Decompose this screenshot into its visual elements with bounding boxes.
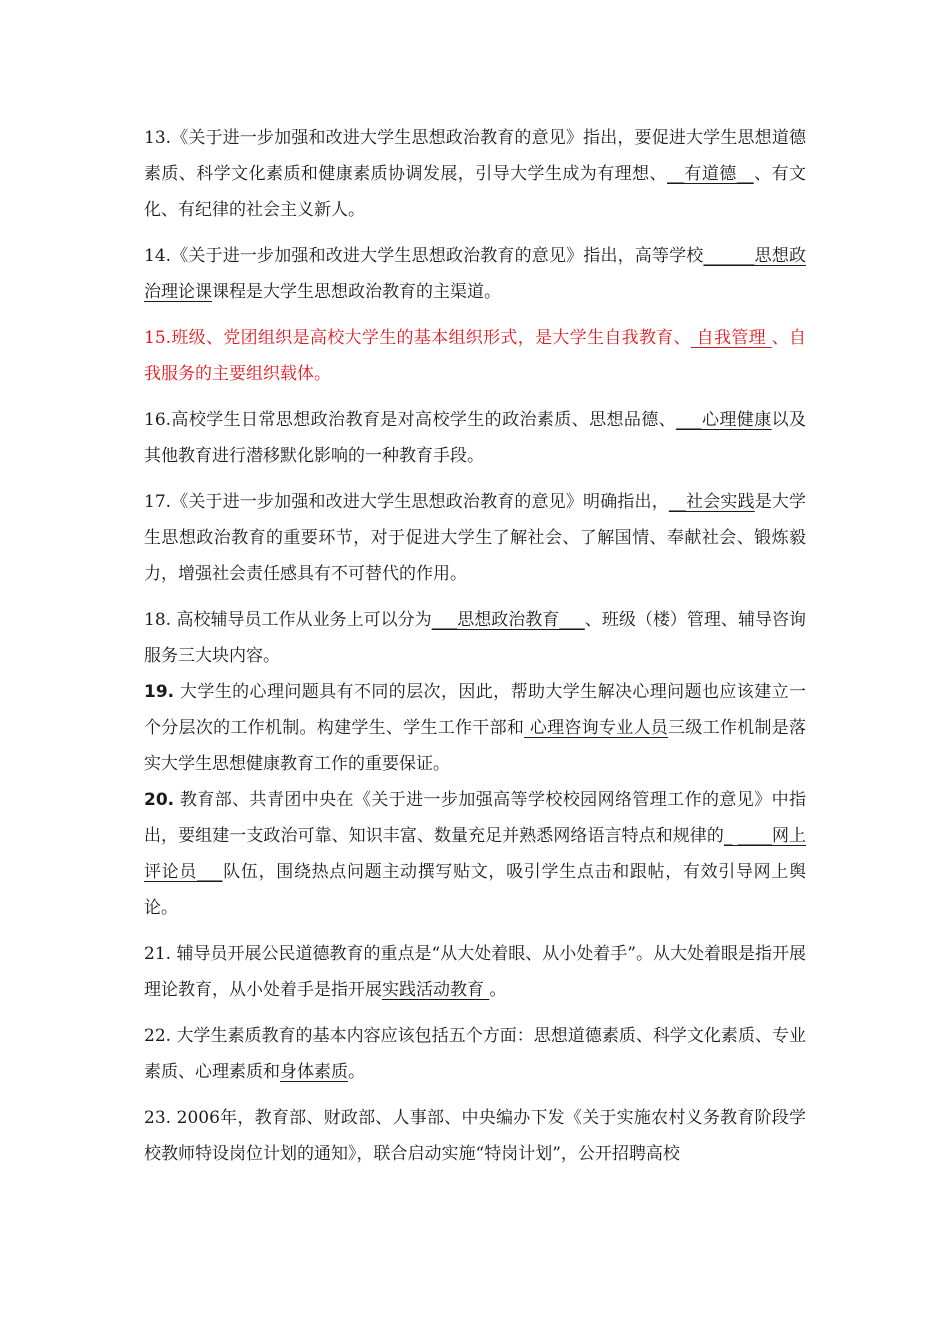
question-number: 20. bbox=[144, 790, 175, 810]
question-text: 23. 2006年，教育部、财政部、人事部、中央编办下发《关于实施农村义务教育阶段学校教师特设岗位计划的通知》，联合启动实施“特岗计划”，公开招聘高校 bbox=[144, 1108, 806, 1164]
question-text: 是大学生思想政治教育的重要环节，对于促进大学生了解社会、了解国情、奉献社会、锻炼毅力，增强社会责任感具有不可替代的作用。 bbox=[144, 492, 807, 584]
question-text: 17.《关于进一步加强和改进大学生思想政治教育的意见》明确指出， bbox=[144, 492, 669, 512]
answer-blank: ___心理健康 bbox=[676, 410, 772, 430]
question-text: 13.《关于进一步加强和改进大学生思想政治教育的意见》指出，要促进大学生思想道德素质、科学文化素质和健康素质协调发展，引导大学生成为有理想、 bbox=[144, 128, 806, 184]
question-text: 。 bbox=[348, 1062, 365, 1082]
question-19 bbox=[144, 674, 806, 782]
question-22 bbox=[144, 1018, 806, 1090]
question-text: 以及其他教育进行潜移默化影响的一种教育手段。 bbox=[144, 410, 807, 466]
question-text: 15.班级、党团组织是高校大学生的基本组织形式，是大学生自我教育、 bbox=[144, 328, 691, 348]
answer-blank: 实践活动教育 bbox=[382, 980, 490, 1000]
answer-blank: 自我管理 bbox=[690, 328, 772, 348]
answer-blank: __有道德__ bbox=[666, 164, 754, 184]
question-13 bbox=[144, 120, 806, 228]
question-text: 16.高校学生日常思想政治教育是对高校学生的政治素质、思想品德、 bbox=[144, 410, 677, 430]
answer-blank: _ ____网上评论员___ bbox=[144, 826, 807, 882]
answer-blank: ___思想政治教育___ bbox=[431, 610, 585, 630]
question-text: 21. 辅导员开展公民道德教育的重点是“从大处着眼、从小处着手”。从大处着眼是指开展理论教育，从小处着手是指开展 bbox=[144, 944, 806, 1000]
question-20 bbox=[144, 782, 806, 926]
question-text: 教育部、共青团中央在《关于进一步加强高等学校校园网络管理工作的意见》中指出，要组建一支政治可靠、知识丰富、数量充足并熟悉网络语言特点和规律的 bbox=[144, 790, 806, 846]
question-text: 22. 大学生素质教育的基本内容应该包括五个方面：思想道德素质、科学文化素质、专业素质、心理素质和 bbox=[144, 1026, 806, 1082]
question-number: 19. bbox=[144, 682, 175, 702]
answer-blank: __社会实践 bbox=[668, 492, 755, 512]
question-text: 队伍，围绕热点问题主动撰写贴文，吸引学生点击和跟帖，有效引导网上舆论。 bbox=[144, 862, 807, 918]
question-15 bbox=[144, 320, 806, 392]
question-21 bbox=[144, 936, 806, 1008]
question-16 bbox=[144, 402, 806, 474]
question-23 bbox=[144, 1100, 806, 1172]
question-text: 14.《关于进一步加强和改进大学生思想政治教育的意见》指出，高等学校 bbox=[144, 246, 704, 266]
question-text: 。 bbox=[489, 980, 507, 1000]
question-17 bbox=[144, 484, 806, 592]
answer-blank: ______思想政治理论课 bbox=[144, 246, 806, 302]
question-18 bbox=[144, 602, 806, 674]
answer-blank: 心理咨询专业人员 bbox=[524, 718, 669, 738]
question-text: 、自我服务的主要组织载体。 bbox=[144, 328, 807, 384]
question-text: 大学生的心理问题具有不同的层次，因此，帮助大学生解决心理问题也应该建立一个分层次的工作机制。构建学生、学生工作干部和 bbox=[144, 682, 806, 738]
answer-blank: 身体素质 bbox=[280, 1062, 348, 1082]
question-text: 三级工作机制是落实大学生思想健康教育工作的重要保证。 bbox=[144, 718, 807, 774]
question-text: 、班级（楼）管理、辅导咨询服务三大块内容。 bbox=[144, 610, 806, 666]
question-text: 、有文化、有纪律的社会主义新人。 bbox=[144, 164, 807, 220]
question-text: 18. 高校辅导员工作从业务上可以分为 bbox=[144, 610, 432, 630]
question-14 bbox=[144, 238, 806, 310]
question-text: 课程是大学生思想政治教育的主渠道。 bbox=[212, 282, 501, 302]
